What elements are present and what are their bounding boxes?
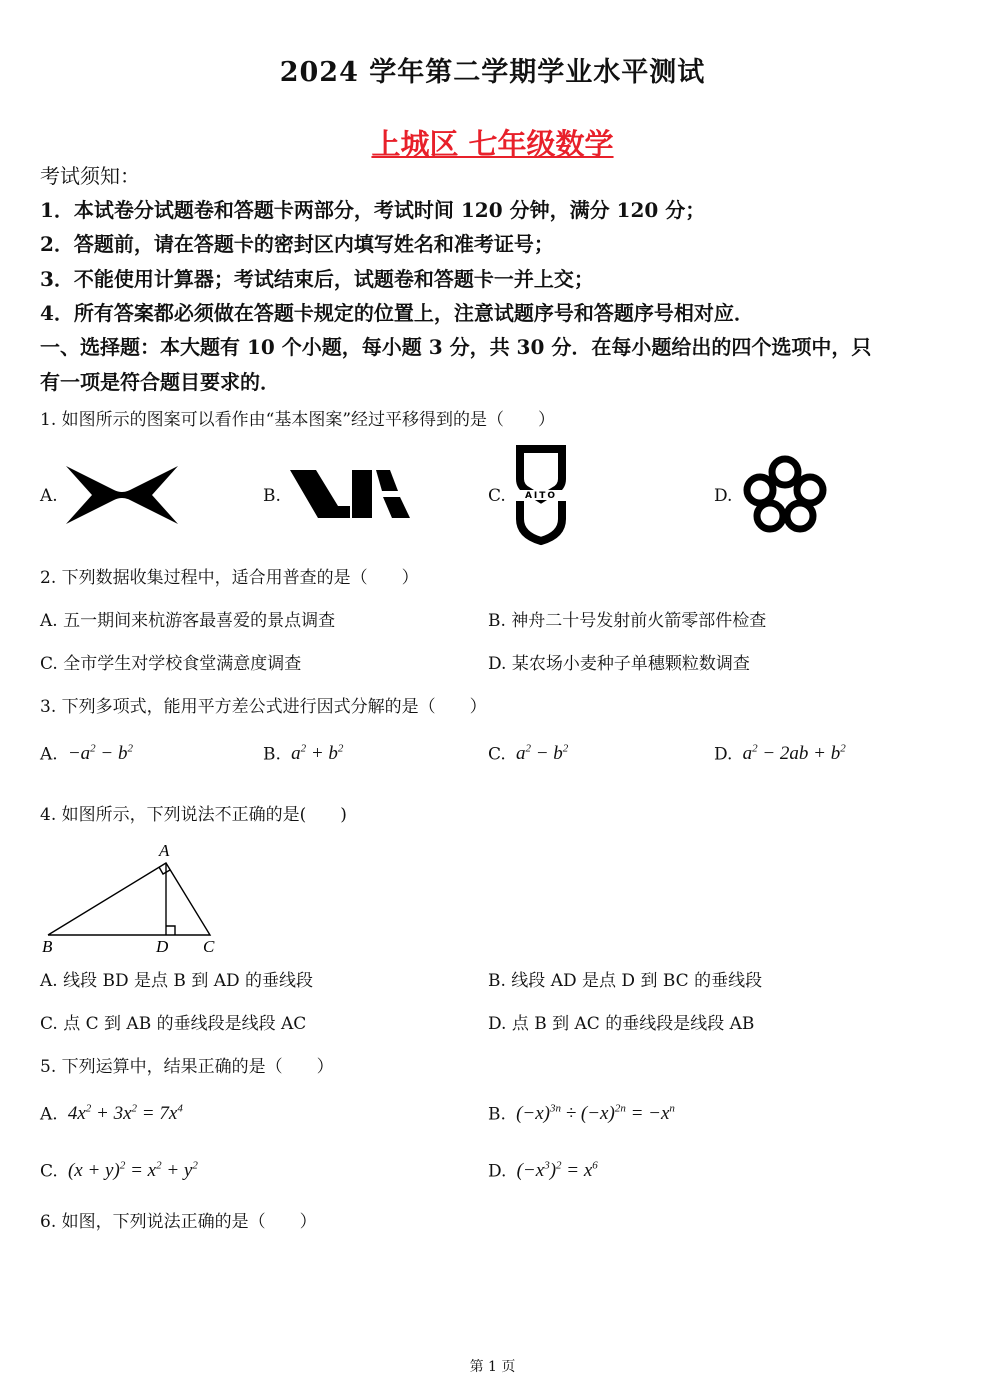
q5-option-b-label: B. — [488, 1104, 506, 1125]
q5-option-c — [40, 1160, 198, 1182]
q2-option-b: B. 神舟二十号发射前火箭零部件检查 — [488, 611, 767, 631]
q5-option-a-label: A. — [40, 1104, 58, 1125]
vertex-c-label: C — [203, 937, 215, 956]
q1-option-b-label: B. — [263, 486, 281, 506]
q4-option-b: B. 线段 AD 是点 D 到 BC 的垂线段 — [488, 971, 763, 991]
q2-option-a: A. 五一期间来杭游客最喜爱的景点调查 — [40, 611, 336, 631]
q5-option-d — [488, 1160, 598, 1182]
q3-option-b-expr: $a^2 + b^2$ — [286, 743, 344, 765]
notice-heading: 考试须知： — [40, 164, 140, 188]
question-1-stem: 1. 如图所示的图案可以看作由“基本图案”经过平移得到的是（ ） — [40, 410, 556, 430]
q5-option-d-label: D. — [488, 1161, 507, 1182]
q3-option-c-expr: $a^2 - b^2$ — [511, 743, 569, 765]
five-rings-flower-icon — [740, 452, 830, 538]
q3-option-c-label: C. — [488, 744, 506, 765]
q5-option-b-expr: $(-x)^{3n} \div (-x)^{2n} = -x^n$ — [511, 1103, 675, 1125]
q3-option-d-expr: $a^2 - 2ab + b^2$ — [737, 743, 846, 765]
question-2-stem: 2. 下列数据收集过程中，适合用普查的是（ ） — [40, 568, 419, 588]
q3-option-a — [40, 743, 133, 765]
notice-item: 4．所有答案都必须做在答题卡规定的位置上，注意试题序号和答题序号相对应． — [40, 301, 754, 325]
question-6-stem: 6. 如图，下列说法正确的是（ ） — [40, 1212, 317, 1232]
q3-option-d-label: D. — [714, 744, 733, 765]
q3-option-a-expr: $-a^2 - b^2$ — [63, 743, 133, 765]
section-heading-cont: 有一项是符合题目要求的． — [40, 370, 280, 394]
vertex-a-label: A — [159, 841, 170, 860]
aito-logo-text: AITO — [524, 491, 558, 501]
notice-item: 2．答题前，请在答题卡的密封区内填写姓名和准考证号； — [40, 232, 554, 256]
right-triangle-figure — [38, 838, 228, 958]
q3-option-a-label: A. — [40, 744, 58, 765]
page-number: 第 1 页 — [469, 1359, 516, 1375]
q5-option-d-expr: $(-x^3)^2 = x^6$ — [511, 1160, 598, 1182]
question-4-stem: 4. 如图所示，下列说法不正确的是( ) — [40, 805, 347, 825]
aito-logo-icon — [514, 443, 568, 547]
q1-option-c-label: C. — [488, 486, 506, 506]
parallelogram-blocks-icon — [290, 470, 410, 518]
q2-option-d: D. 某农场小麦种子单穗颗粒数调查 — [488, 654, 750, 674]
q1-option-d-label: D. — [714, 486, 733, 506]
q5-option-a — [40, 1103, 183, 1125]
section-heading: 一、选择题：本大题有 10 个小题，每小题 3 分，共 30 分．在每小题给出的四个选项中，只 — [40, 335, 872, 359]
notice-item: 1．本试卷分试题卷和答题卡两部分，考试时间 120 分钟，满分 120 分； — [40, 198, 706, 222]
q4-option-c: C. 点 C 到 AB 的垂线段是线段 AC — [40, 1014, 307, 1034]
q5-option-a-expr: $4x^2 + 3x^2 = 7x^4$ — [63, 1103, 183, 1125]
q3-option-c — [488, 743, 568, 765]
q5-option-c-label: C. — [40, 1161, 58, 1182]
q3-option-b-label: B. — [263, 744, 281, 765]
vertex-b-label: B — [42, 937, 53, 956]
q5-option-b — [488, 1103, 675, 1125]
q4-option-a: A. 线段 BD 是点 B 到 AD 的垂线段 — [40, 971, 314, 991]
exam-subtitle: 上城区 七年级数学 — [371, 127, 614, 161]
exam-title: 2024 学年第二学期学业水平测试 — [279, 57, 706, 88]
crossed-arrows-icon — [66, 466, 178, 524]
q4-option-d: D. 点 B 到 AC 的垂线段是线段 AB — [488, 1014, 755, 1034]
notice-item: 3．不能使用计算器；考试结束后，试题卷和答题卡一并上交； — [40, 267, 594, 291]
question-3-stem: 3. 下列多项式，能用平方差公式进行因式分解的是（ ） — [40, 697, 487, 717]
q3-option-b — [263, 743, 343, 765]
q2-option-c: C. 全市学生对学校食堂满意度调查 — [40, 654, 302, 674]
q5-option-c-expr: $(x + y)^2 = x^2 + y^2$ — [63, 1160, 198, 1182]
vertex-d-label: D — [156, 937, 169, 956]
question-5-stem: 5. 下列运算中，结果正确的是（ ） — [40, 1057, 334, 1077]
q1-option-a-label: A. — [40, 486, 58, 506]
q3-option-d — [714, 743, 846, 765]
